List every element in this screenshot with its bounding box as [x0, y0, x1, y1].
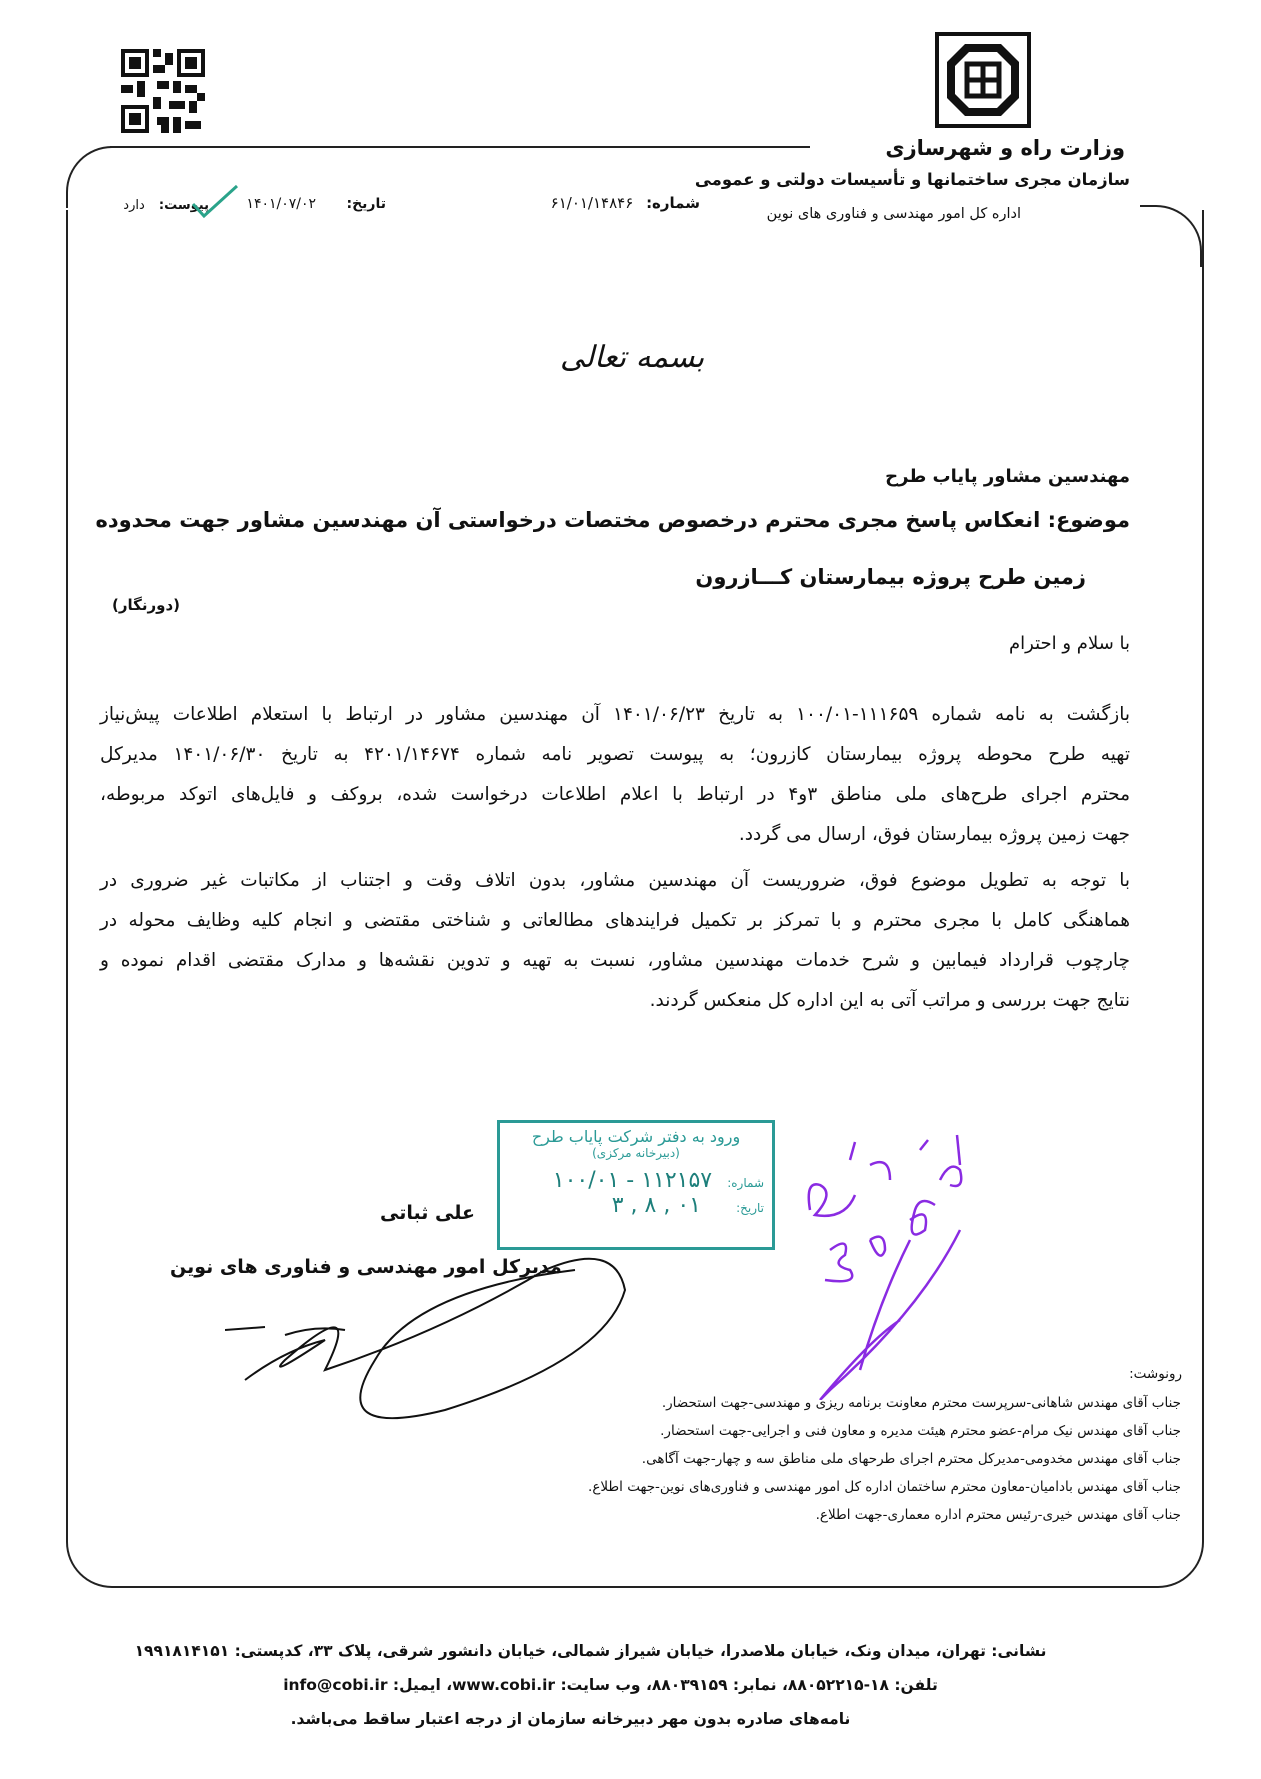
- qr-code: [121, 48, 205, 134]
- cc-item: جناب آقای مهندس بادامیان-معاون محترم ساختمان اداره کل امور مهندسی و فناوری‌های نوین-جهت اطلاع.: [588, 1479, 1181, 1495]
- paragraph-line: جهت زمین پروژه بیمارستان فوق، ارسال می گردد.: [738, 824, 1130, 845]
- paragraph-line: تهیه طرح محوطه پروژه بیمارستان کازرون؛ به پیوست تصویر نامه شماره ۴۲۰۱/۱۴۶۷۴ به تاریخ ۱۴۰۱/۰۶/۳۰ مدیرکل: [100, 744, 1130, 765]
- subject-line-1: موضوع: انعکاس پاسخ مجری محترم درخصوص مختصات درخواستی آن مهندسین مشاور جهت محدوده: [95, 508, 1130, 532]
- attachment-label: پیوست:: [158, 198, 209, 213]
- date-label: تاریخ:: [346, 196, 386, 212]
- subject-line-2: زمین طرح پروژه بیمارستان کـــازرون: [695, 565, 1086, 589]
- check-mark-icon: [190, 184, 240, 224]
- number-value: ۶۱/۰۱/۱۴۸۴۶: [550, 194, 634, 212]
- footer-contact: تلفن: ۱۸-۸۸۰۵۲۲۱۵، نمابر: ۸۸۰۳۹۱۵۹، وب سایت: www.cobi.ir، ایمیل: info@cobi.ir: [283, 1676, 938, 1694]
- paragraph-line: هماهنگی کامل با مجری محترم و با تمرکز بر تکمیل فرایندهای مطالعاتی و شناختی مقتضی و انجام کلیه وظایف محوله در: [100, 910, 1130, 931]
- invocation: بسمه تعالی: [560, 340, 705, 375]
- cc-label: رونوشت:: [1129, 1366, 1182, 1382]
- paragraph-line: محترم اجرای طرح‌های ملی مناطق ۳و۴ در ارتباط با اعلام اطلاعات درخواست شده، بروکف و فایل‌های اتوکد مربوطه،: [100, 784, 1130, 805]
- stamp-subtitle: (دبیرخانه مرکزی): [592, 1146, 680, 1160]
- greeting: با سلام و احترام: [1009, 633, 1130, 654]
- paragraph-line: نتایج جهت بررسی و مراتب آتی به این اداره کل منعکس گردند.: [649, 990, 1130, 1011]
- letter-number: [551, 194, 700, 212]
- ministry-name: وزارت راه و شهرسازی: [885, 136, 1125, 160]
- cc-item: جناب آقای مهندس مخدومی-مدیرکل محترم اجرای طرحهای ملی مناطق سه و چهار-جهت آگاهی.: [641, 1451, 1181, 1467]
- cc-item: جناب آقای مهندس شاهانی-سرپرست محترم معاونت برنامه ریزی و مهندسی-جهت استحضار.: [661, 1395, 1181, 1411]
- recipient: مهندسین مشاور پایاب طرح: [885, 466, 1130, 487]
- handwritten-note: [790, 1120, 1010, 1400]
- stamp-title: ورود به دفتر شرکت پایاب طرح: [531, 1127, 741, 1146]
- organization-name: سازمان مجری ساختمانها و تأسیسات دولتی و عمومی: [694, 170, 1130, 189]
- paragraph-line: با توجه به تطویل موضوع فوق، ضروریست آن مهندسین مشاور، بدون اتلاف وقت و اجتناب از مکاتبات غیر ضروری در: [100, 870, 1130, 891]
- handwritten-signature: [225, 1220, 645, 1420]
- paragraph-line: چارچوب قرارداد فیمابین و شرح خدمات مهندسین مشاور، نسبت به تهیه و تدوین نقشه‌ها و مدارک مقتضی اقدام نموده و: [100, 950, 1130, 971]
- stamp-number-label: شماره:: [727, 1176, 764, 1190]
- footer-notice: نامه‌های صادره بدون مهر دبیرخانه سازمان از درجه اعتبار ساقط می‌باشد.: [290, 1710, 851, 1728]
- cc-item: جناب آقای مهندس نیک مرام-عضو محترم هیئت مدیره و معاون فنی و اجرایی-جهت استحضار.: [660, 1423, 1181, 1439]
- paragraph-line: بازگشت به نامه شماره ۱۱۱۶۵۹-۱۰۰/۰۱ به تاریخ ۱۴۰۱/۰۶/۲۳ آن مهندسین مشاور در ارتباط با استعلام اطلاعات پیش‌نیاز: [100, 704, 1130, 725]
- signatory-name: علی ثباتی: [380, 1202, 475, 1224]
- fax-note: (دورنگار): [112, 596, 180, 614]
- stamp-date-value: ۰۱ , ۸ , ۳: [611, 1193, 701, 1218]
- date-value: ۱۴۰۱/۰۷/۰۲: [246, 196, 317, 212]
- letter-date: [246, 196, 386, 212]
- frame-top-line: [110, 146, 810, 148]
- stamp-number-value: ۱۱۲۱۵۷ - ۱۰۰/۰۱: [552, 1168, 713, 1193]
- attachment-value: دارد: [123, 198, 145, 213]
- cc-item: جناب آقای مهندس خیری-رئیس محترم اداره معماری-جهت اطلاع.: [815, 1507, 1181, 1523]
- stamp-date-label: تاریخ:: [736, 1201, 764, 1215]
- department-name: اداره کل امور مهندسی و فناوری های نوین: [766, 206, 1021, 222]
- signatory-title: مدیرکل امور مهندسی و فناوری های نوین: [170, 1256, 562, 1278]
- ministry-logo: [935, 32, 1031, 128]
- footer-address: نشانی: تهران، میدان ونک، خیابان ملاصدرا، خیابان شیراز شمالی، خیابان دانشور شرقی، پلاک ۳۳، کدپستی: ۱۹۹۱۸۱۴۱۵۱: [134, 1642, 1047, 1660]
- number-label: شماره:: [646, 194, 700, 212]
